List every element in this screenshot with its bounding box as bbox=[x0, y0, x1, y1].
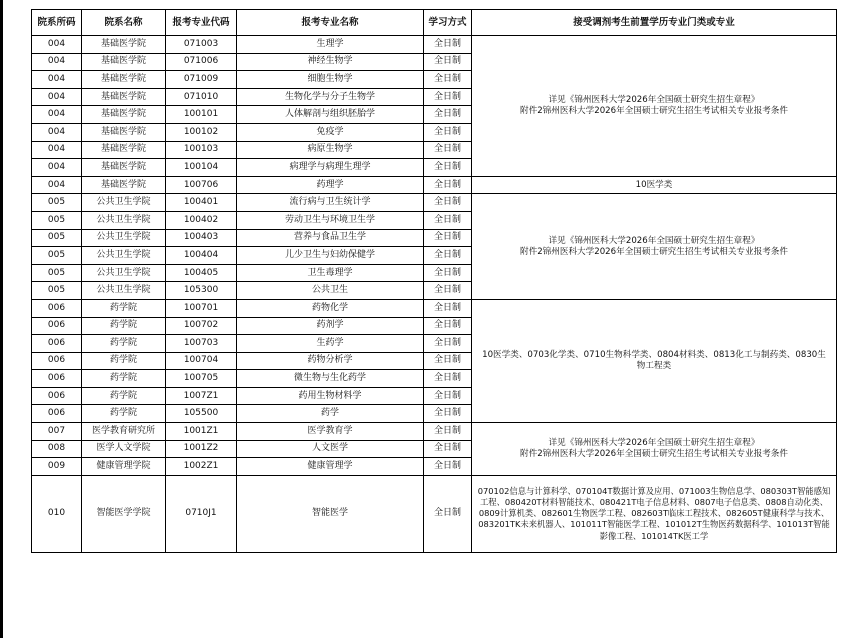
major-name-cell: 人体解剖与组织胚胎学 bbox=[237, 106, 424, 124]
study-mode-cell: 全日制 bbox=[424, 264, 472, 282]
college-code-cell: 005 bbox=[32, 264, 82, 282]
college-name-cell: 基础医学院 bbox=[82, 53, 166, 71]
conditions-line: 附件2锦州医科大学2026年全国硕士研究生招生考试相关专业报考条件 bbox=[520, 105, 788, 116]
study-mode-cell: 全日制 bbox=[424, 176, 472, 194]
conditions-line: 详见《锦州医科大学2026年全国硕士研究生招生章程》 bbox=[548, 94, 760, 105]
college-name-cell: 医学人文学院 bbox=[82, 440, 166, 458]
header-transfer-conditions: 接受调剂考生前置学历专业门类或专业 bbox=[472, 10, 837, 36]
college-code-cell: 004 bbox=[32, 159, 82, 177]
major-name-cell: 儿少卫生与妇幼保健学 bbox=[237, 247, 424, 265]
major-code-cell: 100705 bbox=[166, 370, 237, 388]
college-name-cell: 基础医学院 bbox=[82, 36, 166, 54]
college-name-cell: 智能医学学院 bbox=[82, 475, 166, 552]
major-code-cell: 100403 bbox=[166, 229, 237, 247]
college-name-cell: 药学院 bbox=[82, 335, 166, 353]
study-mode-cell: 全日制 bbox=[424, 387, 472, 405]
college-code-cell: 004 bbox=[32, 53, 82, 71]
college-code-cell: 005 bbox=[32, 247, 82, 265]
major-code-cell: 100404 bbox=[166, 247, 237, 265]
major-name-cell: 药物化学 bbox=[237, 299, 424, 317]
college-name-cell: 基础医学院 bbox=[82, 141, 166, 159]
college-code-cell: 004 bbox=[32, 176, 82, 194]
college-name-cell: 公共卫生学院 bbox=[82, 264, 166, 282]
conditions-pharmacy: 10医学类、0703化学类、0710生物科学类、0804材料类、0813化工与制药类、0830生物工程类 bbox=[472, 299, 837, 422]
header-row bbox=[32, 10, 837, 36]
college-code-cell: 004 bbox=[32, 123, 82, 141]
college-name-cell: 药学院 bbox=[82, 405, 166, 423]
college-code-cell: 007 bbox=[32, 423, 82, 441]
major-name-cell: 营养与食品卫生学 bbox=[237, 229, 424, 247]
major-name-cell: 公共卫生 bbox=[237, 282, 424, 300]
college-name-cell: 公共卫生学院 bbox=[82, 282, 166, 300]
major-name-cell: 细胞生物学 bbox=[237, 71, 424, 89]
major-name-cell: 药用生物材料学 bbox=[237, 387, 424, 405]
header-college-name: 院系名称 bbox=[82, 10, 166, 36]
major-code-cell: 100104 bbox=[166, 159, 237, 177]
conditions-basic-medicine bbox=[472, 36, 837, 177]
college-name-cell: 药学院 bbox=[82, 299, 166, 317]
major-name-cell: 微生物与生化药学 bbox=[237, 370, 424, 388]
college-name-cell: 公共卫生学院 bbox=[82, 211, 166, 229]
college-code-cell: 005 bbox=[32, 229, 82, 247]
college-code-cell: 006 bbox=[32, 370, 82, 388]
college-code-cell: 006 bbox=[32, 299, 82, 317]
college-name-cell: 健康管理学院 bbox=[82, 458, 166, 476]
major-name-cell: 智能医学 bbox=[237, 475, 424, 552]
college-name-cell: 基础医学院 bbox=[82, 106, 166, 124]
conditions-education-humanities-health bbox=[472, 423, 837, 476]
study-mode-cell: 全日制 bbox=[424, 123, 472, 141]
college-name-cell: 基础医学院 bbox=[82, 123, 166, 141]
study-mode-cell: 全日制 bbox=[424, 106, 472, 124]
college-code-cell: 009 bbox=[32, 458, 82, 476]
major-code-cell: 100101 bbox=[166, 106, 237, 124]
major-code-cell: 1002Z1 bbox=[166, 458, 237, 476]
study-mode-cell: 全日制 bbox=[424, 282, 472, 300]
college-name-cell: 公共卫生学院 bbox=[82, 194, 166, 212]
conditions-line: 详见《锦州医科大学2026年全国硕士研究生招生章程》 bbox=[548, 437, 760, 448]
major-name-cell: 人文医学 bbox=[237, 440, 424, 458]
major-name-cell: 神经生物学 bbox=[237, 53, 424, 71]
admissions-table bbox=[31, 9, 837, 553]
major-name-cell: 药学 bbox=[237, 405, 424, 423]
college-name-cell: 药学院 bbox=[82, 352, 166, 370]
college-code-cell: 006 bbox=[32, 352, 82, 370]
major-name-cell: 健康管理学 bbox=[237, 458, 424, 476]
college-code-cell: 004 bbox=[32, 36, 82, 54]
study-mode-cell: 全日制 bbox=[424, 71, 472, 89]
header-study-mode: 学习方式 bbox=[424, 10, 472, 36]
major-code-cell: 105300 bbox=[166, 282, 237, 300]
college-code-cell: 010 bbox=[32, 475, 82, 552]
major-code-cell: 1007Z1 bbox=[166, 387, 237, 405]
table-row bbox=[32, 299, 837, 317]
college-code-cell: 008 bbox=[32, 440, 82, 458]
major-name-cell: 生物化学与分子生物学 bbox=[237, 88, 424, 106]
major-code-cell: 100401 bbox=[166, 194, 237, 212]
major-name-cell: 劳动卫生与环境卫生学 bbox=[237, 211, 424, 229]
study-mode-cell: 全日制 bbox=[424, 317, 472, 335]
college-code-cell: 004 bbox=[32, 141, 82, 159]
major-name-cell: 生理学 bbox=[237, 36, 424, 54]
table-row bbox=[32, 36, 837, 54]
study-mode-cell: 全日制 bbox=[424, 335, 472, 353]
study-mode-cell: 全日制 bbox=[424, 141, 472, 159]
college-name-cell: 医学教育研究所 bbox=[82, 423, 166, 441]
college-code-cell: 004 bbox=[32, 88, 82, 106]
study-mode-cell: 全日制 bbox=[424, 440, 472, 458]
major-name-cell: 药理学 bbox=[237, 176, 424, 194]
study-mode-cell: 全日制 bbox=[424, 352, 472, 370]
college-name-cell: 基础医学院 bbox=[82, 159, 166, 177]
major-code-cell: 071010 bbox=[166, 88, 237, 106]
study-mode-cell: 全日制 bbox=[424, 211, 472, 229]
header-major-name: 报考专业名称 bbox=[237, 10, 424, 36]
major-code-cell: 1001Z2 bbox=[166, 440, 237, 458]
college-name-cell: 药学院 bbox=[82, 370, 166, 388]
major-code-cell: 105500 bbox=[166, 405, 237, 423]
study-mode-cell: 全日制 bbox=[424, 194, 472, 212]
college-name-cell: 药学院 bbox=[82, 387, 166, 405]
major-code-cell: 100103 bbox=[166, 141, 237, 159]
college-code-cell: 004 bbox=[32, 71, 82, 89]
study-mode-cell: 全日制 bbox=[424, 159, 472, 177]
major-code-cell: 100702 bbox=[166, 317, 237, 335]
major-code-cell: 100703 bbox=[166, 335, 237, 353]
college-code-cell: 005 bbox=[32, 194, 82, 212]
study-mode-cell: 全日制 bbox=[424, 299, 472, 317]
college-name-cell: 公共卫生学院 bbox=[82, 247, 166, 265]
study-mode-cell: 全日制 bbox=[424, 88, 472, 106]
major-name-cell: 药物分析学 bbox=[237, 352, 424, 370]
study-mode-cell: 全日制 bbox=[424, 53, 472, 71]
table-row bbox=[32, 176, 837, 194]
conditions-line: 附件2锦州医科大学2026年全国硕士研究生招生考试相关专业报考条件 bbox=[520, 448, 788, 459]
table-row bbox=[32, 194, 837, 212]
major-name-cell: 流行病与卫生统计学 bbox=[237, 194, 424, 212]
college-code-cell: 004 bbox=[32, 106, 82, 124]
left-edge-bar bbox=[0, 0, 3, 638]
study-mode-cell: 全日制 bbox=[424, 370, 472, 388]
college-name-cell: 药学院 bbox=[82, 317, 166, 335]
major-code-cell: 100102 bbox=[166, 123, 237, 141]
college-name-cell: 基础医学院 bbox=[82, 88, 166, 106]
conditions-pharmacology: 10医学类 bbox=[472, 176, 837, 194]
major-code-cell: 100405 bbox=[166, 264, 237, 282]
college-code-cell: 005 bbox=[32, 282, 82, 300]
college-code-cell: 006 bbox=[32, 335, 82, 353]
major-name-cell: 药剂学 bbox=[237, 317, 424, 335]
major-name-cell: 病理学与病理生理学 bbox=[237, 159, 424, 177]
conditions-intelligent-medicine: 070102信息与计算科学、070104T数据计算及应用、071003生物信息学、080303T智能感知工程、080420T材料智能技术、080421T电子信息材料、0807电子信息类、0808自动化类、0809计算机类、082601生物医学工程、082603T临床工程技术、082605T健康科学与技术、083201TK未来机器人、101011T智能医学工程、101012T生物医药数据科学、101013T智能影像工程、101014TK医工学 bbox=[472, 475, 837, 552]
college-code-cell: 006 bbox=[32, 405, 82, 423]
study-mode-cell: 全日制 bbox=[424, 475, 472, 552]
college-code-cell: 005 bbox=[32, 211, 82, 229]
study-mode-cell: 全日制 bbox=[424, 36, 472, 54]
major-code-cell: 071003 bbox=[166, 36, 237, 54]
table-row bbox=[32, 475, 837, 552]
study-mode-cell: 全日制 bbox=[424, 247, 472, 265]
college-name-cell: 公共卫生学院 bbox=[82, 229, 166, 247]
college-code-cell: 006 bbox=[32, 317, 82, 335]
major-code-cell: 100704 bbox=[166, 352, 237, 370]
conditions-public-health bbox=[472, 194, 837, 300]
study-mode-cell: 全日制 bbox=[424, 405, 472, 423]
major-name-cell: 生药学 bbox=[237, 335, 424, 353]
major-name-cell: 病原生物学 bbox=[237, 141, 424, 159]
major-code-cell: 100706 bbox=[166, 176, 237, 194]
major-code-cell: 1001Z1 bbox=[166, 423, 237, 441]
major-name-cell: 卫生毒理学 bbox=[237, 264, 424, 282]
table-row bbox=[32, 423, 837, 441]
header-major-code: 报考专业代码 bbox=[166, 10, 237, 36]
conditions-line: 详见《锦州医科大学2026年全国硕士研究生招生章程》 bbox=[548, 235, 760, 246]
major-name-cell: 医学教育学 bbox=[237, 423, 424, 441]
major-code-cell: 071006 bbox=[166, 53, 237, 71]
college-name-cell: 基础医学院 bbox=[82, 176, 166, 194]
study-mode-cell: 全日制 bbox=[424, 423, 472, 441]
major-code-cell: 100402 bbox=[166, 211, 237, 229]
major-name-cell: 免疫学 bbox=[237, 123, 424, 141]
college-code-cell: 006 bbox=[32, 387, 82, 405]
major-code-cell: 0710J1 bbox=[166, 475, 237, 552]
college-name-cell: 基础医学院 bbox=[82, 71, 166, 89]
major-code-cell: 100701 bbox=[166, 299, 237, 317]
conditions-line: 附件2锦州医科大学2026年全国硕士研究生招生考试相关专业报考条件 bbox=[520, 246, 788, 257]
header-college-code: 院系所码 bbox=[32, 10, 82, 36]
study-mode-cell: 全日制 bbox=[424, 229, 472, 247]
study-mode-cell: 全日制 bbox=[424, 458, 472, 476]
major-code-cell: 071009 bbox=[166, 71, 237, 89]
